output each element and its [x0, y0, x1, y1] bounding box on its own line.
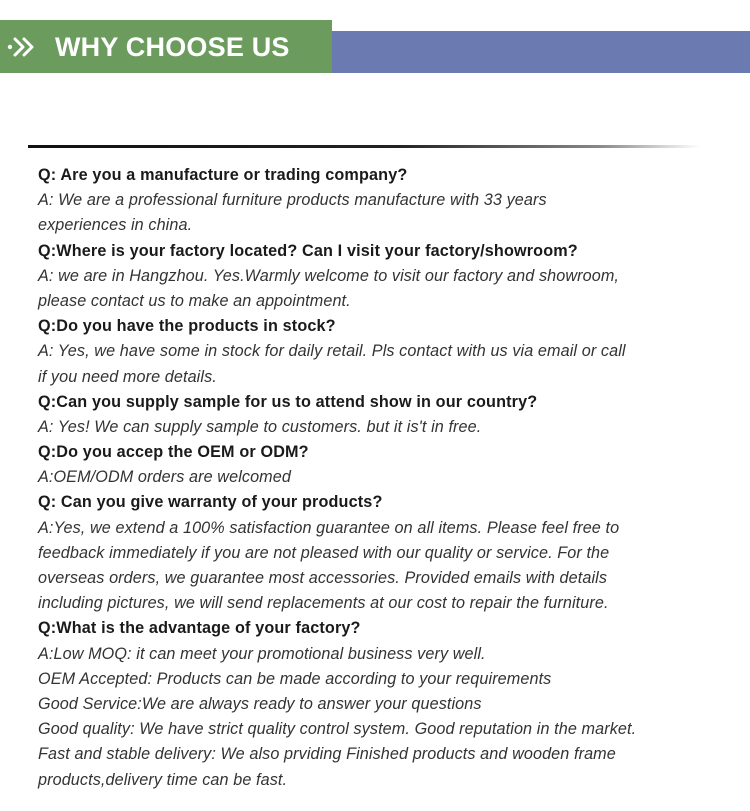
faq-question: Q:Can you supply sample for us to attend show in our country? [38, 392, 538, 411]
faq-question: Q:Do you have the products in stock? [38, 317, 336, 336]
faq-question: Q:What is the advantage of your factory? [38, 619, 361, 638]
faq-question: Q: Can you give warranty of your products? [38, 493, 383, 512]
faq-answer: experiences in china. [38, 216, 193, 235]
faq-question: Q: Are you a manufacture or trading company? [38, 166, 408, 184]
double-chevron-right-icon [6, 33, 42, 61]
faq-answer: A:Yes, we extend a 100% satisfaction guarantee on all items. Please feel free to [38, 518, 620, 537]
faq-question: Q:Where is your factory located? Can I visit your factory/showroom? [38, 241, 578, 260]
faq-list [38, 163, 738, 793]
faq-answer: products,delivery time can be fast. [38, 770, 288, 789]
faq-answer: including pictures, we will send replacements at our cost to repair the furniture. [38, 594, 609, 613]
faq-answer: A: Yes, we have some in stock for daily retail. Pls contact with us via email or call [38, 342, 626, 361]
faq-question: Q:Do you accep the OEM or ODM? [38, 443, 309, 462]
faq-answer: A:Low MOQ: it can meet your promotional business very well. [38, 644, 486, 663]
faq-answer: A: we are in Hangzhou. Yes.Warmly welcome to visit our factory and showroom, [38, 266, 620, 285]
faq-answer: Good quality: We have strict quality control system. Good reputation in the market. [38, 720, 637, 739]
faq-answer: A: Yes! We can supply sample to customers. but it is't in free. [38, 417, 482, 436]
section-divider [28, 145, 700, 148]
faq-answer: overseas orders, we guarantee most accessories. Provided emails with details [38, 569, 608, 587]
faq-answer: A: We are a professional furniture products manufacture with 33 years [38, 191, 547, 210]
faq-answer: A:OEM/ODM orders are welcomed [38, 468, 291, 487]
faq-answer: OEM Accepted: Products can be made according to your requirements [38, 669, 552, 688]
faq-answer: Fast and stable delivery: We also prviding Finished products and wooden frame [38, 745, 616, 764]
faq-answer: Good Service:We are always ready to answer your questions [38, 694, 482, 713]
faq-answer: if you need more details. [38, 367, 217, 386]
page-title: WHY CHOOSE US [55, 32, 290, 62]
faq-answer: please contact us to make an appointment. [38, 291, 351, 310]
faq-answer: feedback immediately if you are not pleased with our quality or service. For the [38, 543, 610, 562]
